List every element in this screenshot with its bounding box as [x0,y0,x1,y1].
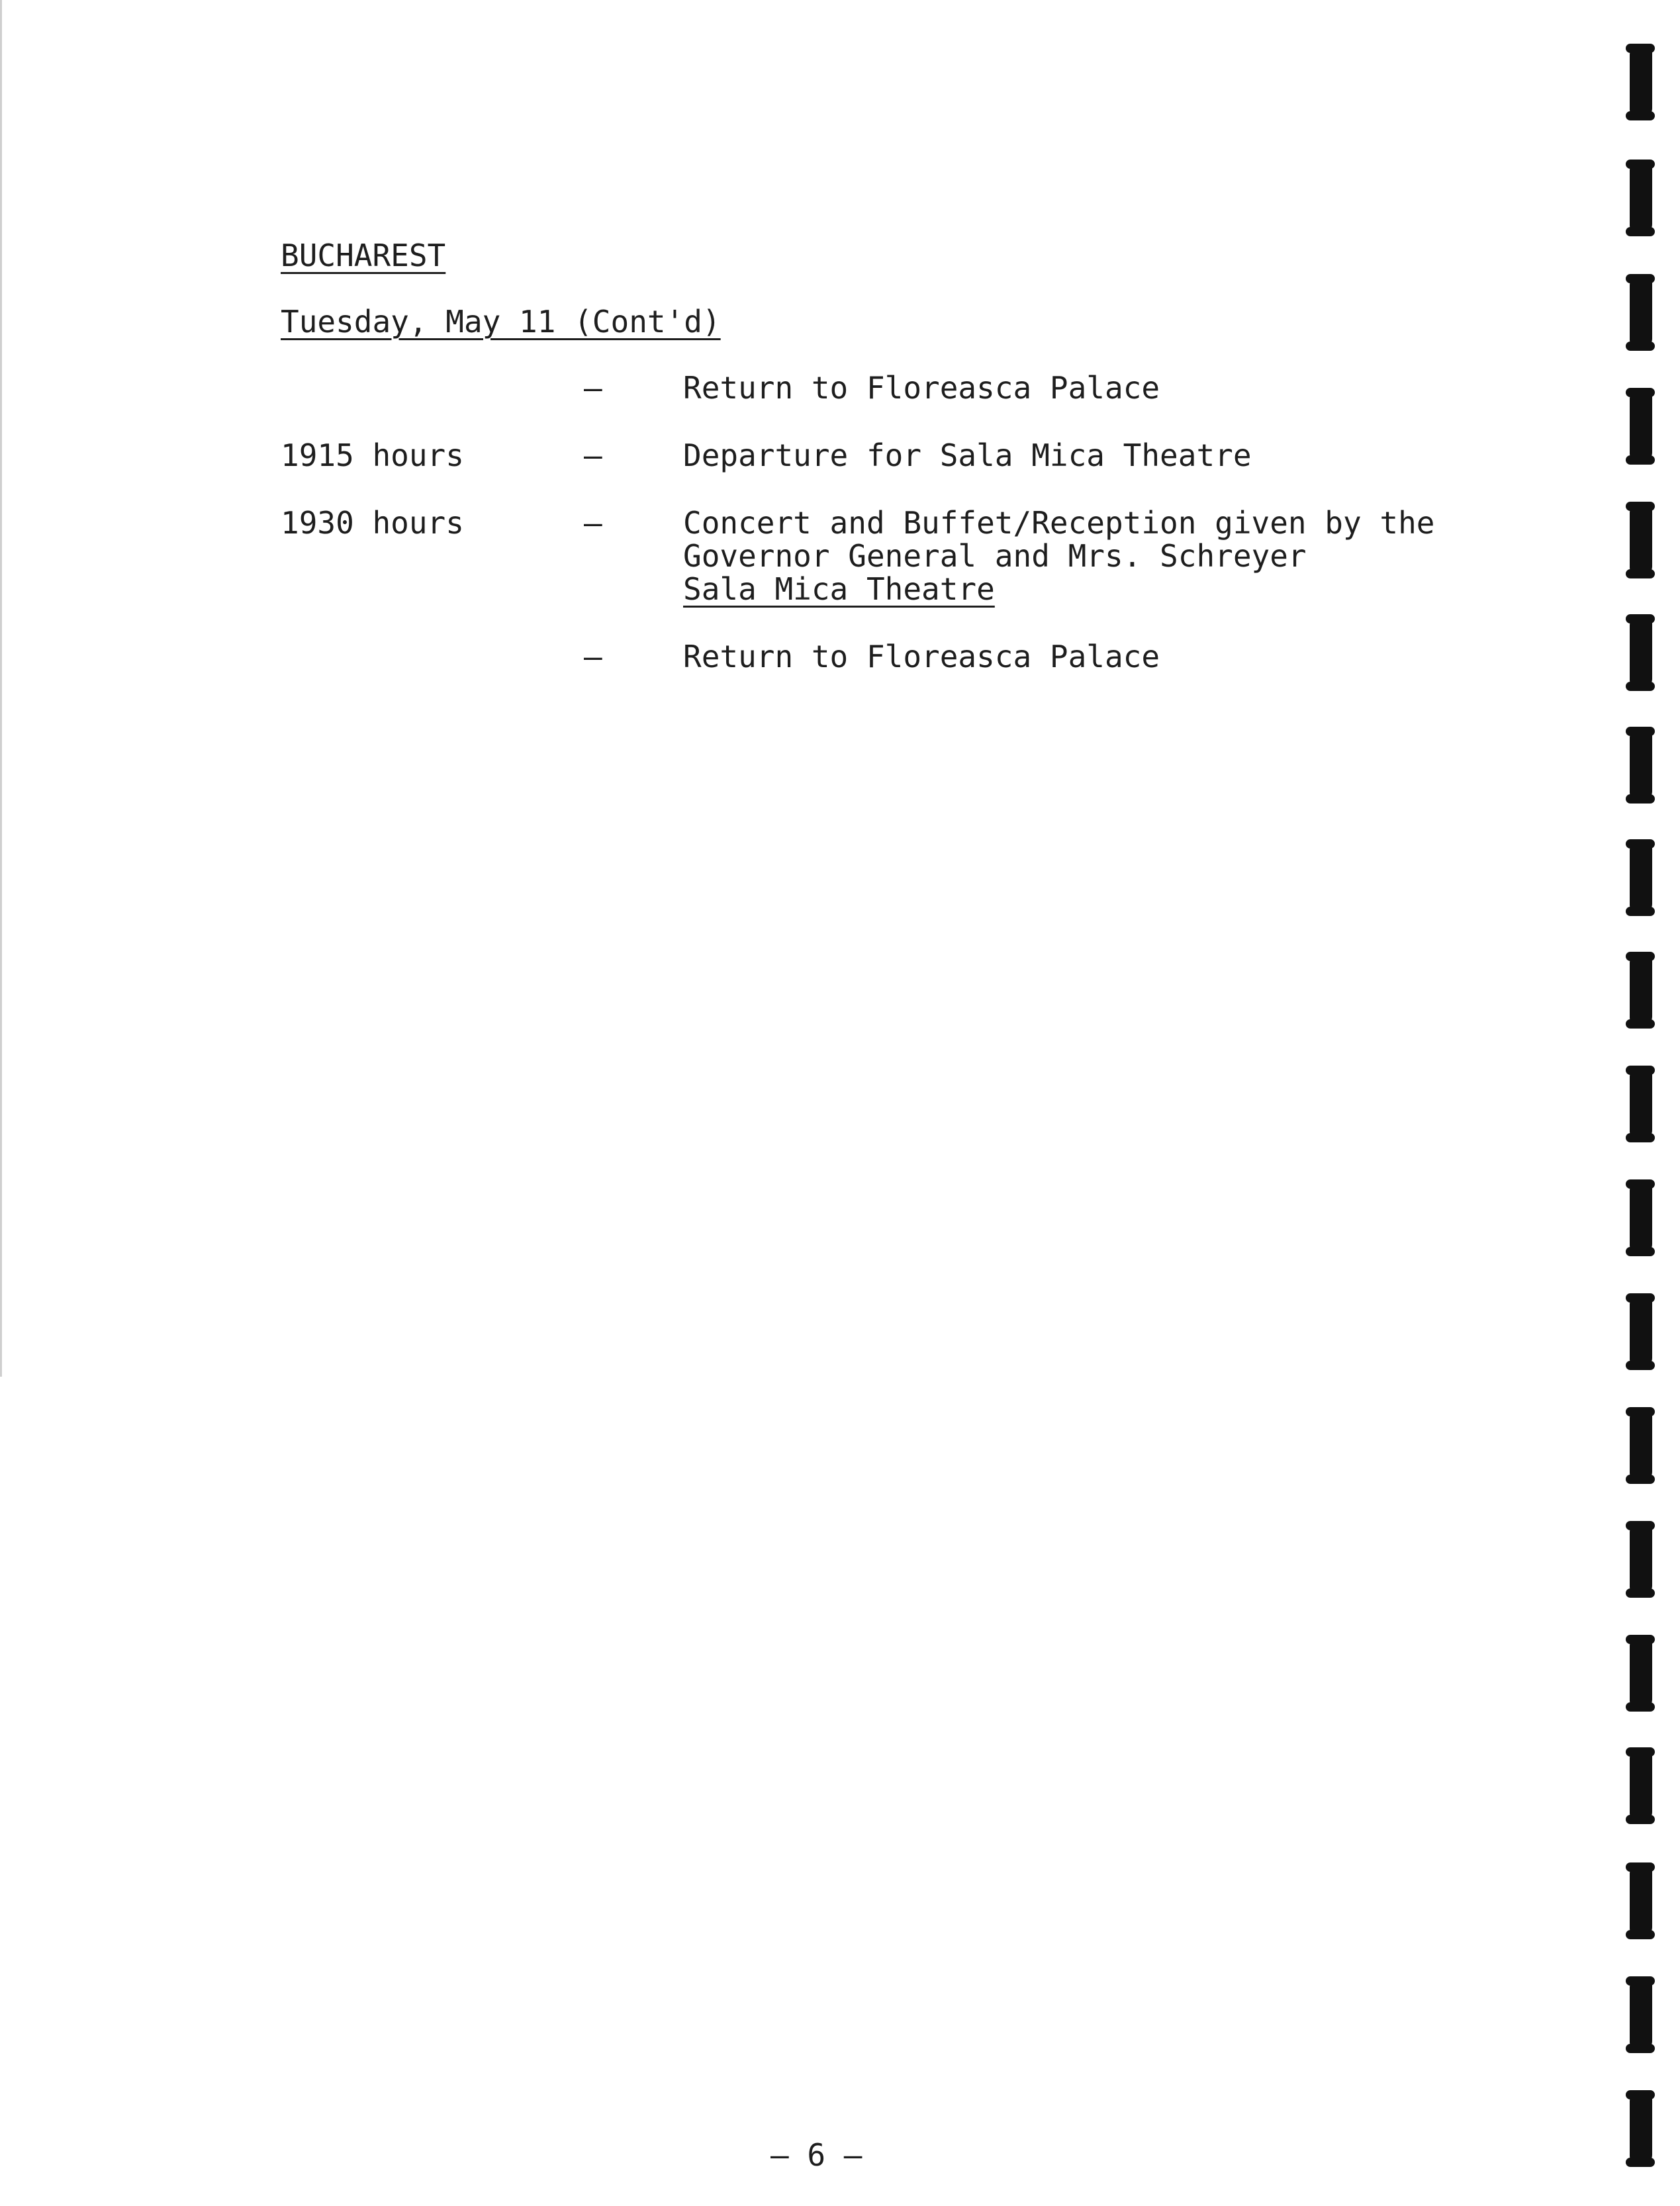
binder-hole [1630,1068,1652,1140]
binder-hole [1630,1637,1652,1709]
entry-dash: – [584,370,602,406]
page-number: – 6 – [770,2137,863,2173]
entry-dash: – [584,505,602,541]
entry-dash: – [584,437,602,473]
binder-hole [1630,277,1652,348]
entry-text-continued: Governor General and Mrs. Schreyer [683,538,1307,574]
binder-hole [1630,1865,1652,1937]
binder-hole [1630,391,1652,462]
city-heading: BUCHAREST [281,238,446,273]
binder-hole [1630,729,1652,801]
entry-dash: – [584,639,602,674]
binder-hole [1630,1410,1652,1481]
binder-hole [1630,1979,1652,2050]
entry-text: Return to Floreasca Palace [683,639,1160,674]
entry-time: 1930 hours [281,505,464,541]
entry-text: Departure for Sala Mica Theatre [683,437,1252,473]
binder-hole [1630,617,1652,688]
binder-hole [1630,842,1652,913]
entry-venue: Sala Mica Theatre [683,571,995,607]
left-margin-rule [0,0,2,1377]
date-heading: Tuesday, May 11 (Cont'd) [281,304,721,340]
entry-text: Return to Floreasca Palace [683,370,1160,406]
binder-hole [1630,2093,1652,2164]
entry-time: 1915 hours [281,437,464,473]
binder-hole [1630,1750,1652,1821]
binder-hole [1630,1296,1652,1367]
binder-hole [1630,162,1652,234]
binder-hole [1630,1182,1652,1254]
binder-hole [1630,504,1652,576]
binder-hole [1630,1524,1652,1595]
binder-hole [1630,954,1652,1026]
entry-text: Concert and Buffet/Reception given by the [683,505,1435,541]
binder-hole [1630,46,1652,118]
